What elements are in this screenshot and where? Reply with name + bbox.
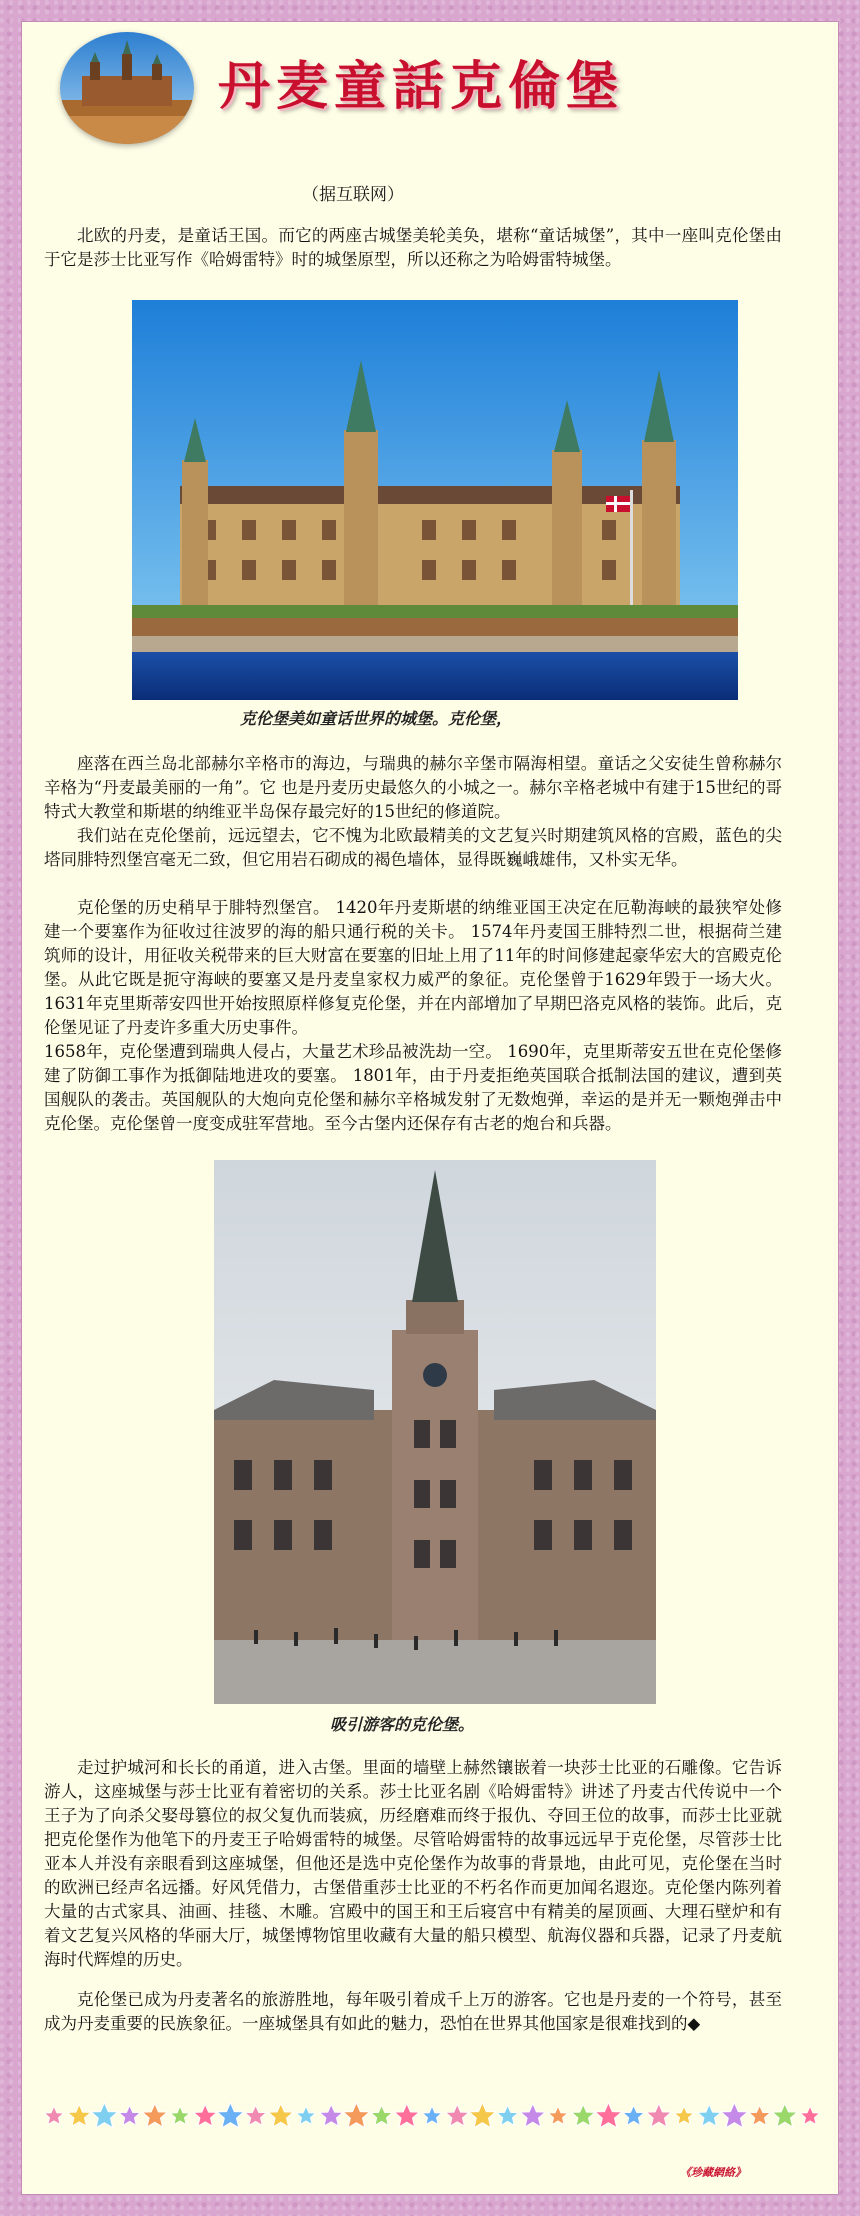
star-icon (520, 2104, 545, 2127)
section2-paragraph-2: 克伦堡已成为丹麦著名的旅游胜地，每年吸引着成千上万的游客。它也是丹麦的一个符号，甚至成为丹麦重要的民族象征。一座城堡具有如此的魅力，恐怕在世界其他国家是很难找到的◆ (44, 1990, 782, 2033)
photo2-caption: 吸引游客的克伦堡。 (330, 1715, 475, 1734)
section1-paragraph-1: 座落在西兰岛北部赫尔辛格市的海边，与瑞典的赫尔辛堡市隔海相望。童话之父安徒生曾称赫尔辛格为“丹麦最美丽的一角”。它 也是丹麦历史最悠久的小城之一。赫尔辛格老城中有建于15世纪的哥特式大教堂和斯堪的纳维亚半岛保存最完好的15世纪的修道院。 (44, 754, 782, 821)
decorative-stars-divider (40, 2098, 830, 2134)
star-icon (772, 2104, 797, 2127)
photo1-caption: 克伦堡美如童话世界的城堡。克伦堡， (240, 709, 513, 728)
section2-paragraph-1: 走过护城河和长长的甬道，进入古堡。里面的墙壁上赫然镶嵌着一块莎士比亚的石雕像。它告诉游人，这座城堡与莎士比亚有着密切的关系。莎士比亚名剧《哈姆雷特》讲述了丹麦古代传说中一个王子为了向杀父娶母篡位的叔父复仇而装疯，历经磨难而终于报仇、夺回王位的故事，而莎士比亚就把克伦堡作为他笔下的丹麦王子哈姆雷特的城堡。尽管哈姆雷特的故事远远早于克伦堡，尽管莎士比亚本人并没有亲眼看到这座城堡，但他还是选中克伦堡作为故事的背景地，由此可见，克伦堡在当时的欧洲已经声名远播。好风凭借力，古堡借重莎士比亚的不朽名作而更加闻名遐迩。克伦堡内陈列着大量的古式家具、油画、挂毯、木雕。宫殿中的国王和王后寝宫中有精美的屋顶画、大理石壁炉和有着文艺复兴风格的华丽大厅，城堡博物馆里收藏有大量的船只模型、航海仪器和兵器，记录了丹麦航海时代辉煌的历史。 (44, 1758, 782, 1969)
star-icon (194, 2104, 217, 2126)
star-icon (44, 2106, 63, 2124)
star-icon (548, 2106, 567, 2124)
star-icon (698, 2104, 721, 2126)
source-note: （据互联网） (302, 185, 404, 205)
star-icon (170, 2106, 189, 2124)
section1-paragraph-2: 我们站在克伦堡前，远远望去，它不愧为北欧最精美的文艺复兴时期建筑风格的宫殿，蓝色的尖塔同腓特烈堡宫毫无二致，但它用岩石砌成的褐色墙体，显得既巍峨雄伟，又朴实无华。 (44, 826, 782, 869)
star-icon (572, 2104, 595, 2126)
star-icon (749, 2105, 770, 2125)
star-icon (91, 2103, 118, 2128)
star-icon (217, 2103, 244, 2128)
star-icon (674, 2106, 693, 2124)
section1-paragraph-3: 克伦堡的历史稍早于腓特烈堡宫。 1420年丹麦斯堪的纳维亚国王决定在厄勒海峡的最狭窄处修建一个要塞作为征收过往波罗的海的船只通行税的关卡。 1574年丹麦国王腓特烈二世，根据荷兰建筑师的设计，用征收关税带来的巨大财富在要塞的旧址上用了11年的时间修建起豪华宏大的宫殿克伦堡。从此它既是扼守海峡的要塞又是丹麦皇家权力威严的象征。克伦堡曾于1629年毁于一场大火。 1631年克里斯蒂安四世开始按照原样修复克伦堡，并在内部增加了早期巴洛克风格的装饰。此后，克伦堡见证了丹麦许多重大历史事件。 (44, 898, 782, 1037)
header (60, 32, 760, 162)
star-icon (142, 2104, 167, 2127)
star-icon (595, 2103, 622, 2128)
star-icon (497, 2105, 518, 2125)
star-icon (296, 2106, 315, 2124)
castle-courtyard-photo (214, 1160, 656, 1704)
star-icon (371, 2105, 392, 2125)
star-icon (268, 2104, 293, 2127)
star-icon (394, 2104, 419, 2127)
star-icon (800, 2106, 819, 2124)
star-icon (446, 2104, 469, 2126)
star-icon (721, 2103, 748, 2128)
intro-paragraph: 北欧的丹麦，是童话王国。而它的两座古城堡美轮美奂，堪称“童话城堡”，其中一座叫克伦堡由于它是莎士比亚写作《哈姆雷特》时的城堡原型，所以还称之为哈姆雷特城堡。 (44, 226, 782, 269)
star-icon (623, 2105, 644, 2125)
star-icon (320, 2104, 343, 2126)
star-icon (422, 2106, 441, 2124)
star-icon (68, 2104, 91, 2126)
star-icon (646, 2104, 671, 2127)
page-title: 丹麦童話克倫堡 (218, 56, 625, 117)
castle-photo-icon (60, 32, 194, 144)
star-icon (119, 2105, 140, 2125)
star-icon (343, 2103, 370, 2128)
section1-paragraph-4: 1658年，克伦堡遭到瑞典人侵占，大量艺术珍品被洗劫一空。 1690年，克里斯蒂安五世在克伦堡修建了防御工事作为抵御陆地进攻的要塞。 1801年，由于丹麦拒绝英国联合抵制法国的建议，遭到英国舰队的袭击。英国舰队的大炮向克伦堡和赫尔辛格城发射了无数炮弹，幸运的是并无一颗炮弹击中克伦堡。克伦堡曾一度变成驻军营地。至今古堡内还保存有古老的炮台和兵器。 (44, 1042, 782, 1133)
footer-credit: 《珍藏網絡》 (680, 2166, 746, 2179)
star-icon (469, 2103, 496, 2128)
castle-exterior-photo (132, 300, 738, 700)
star-icon (245, 2105, 266, 2125)
